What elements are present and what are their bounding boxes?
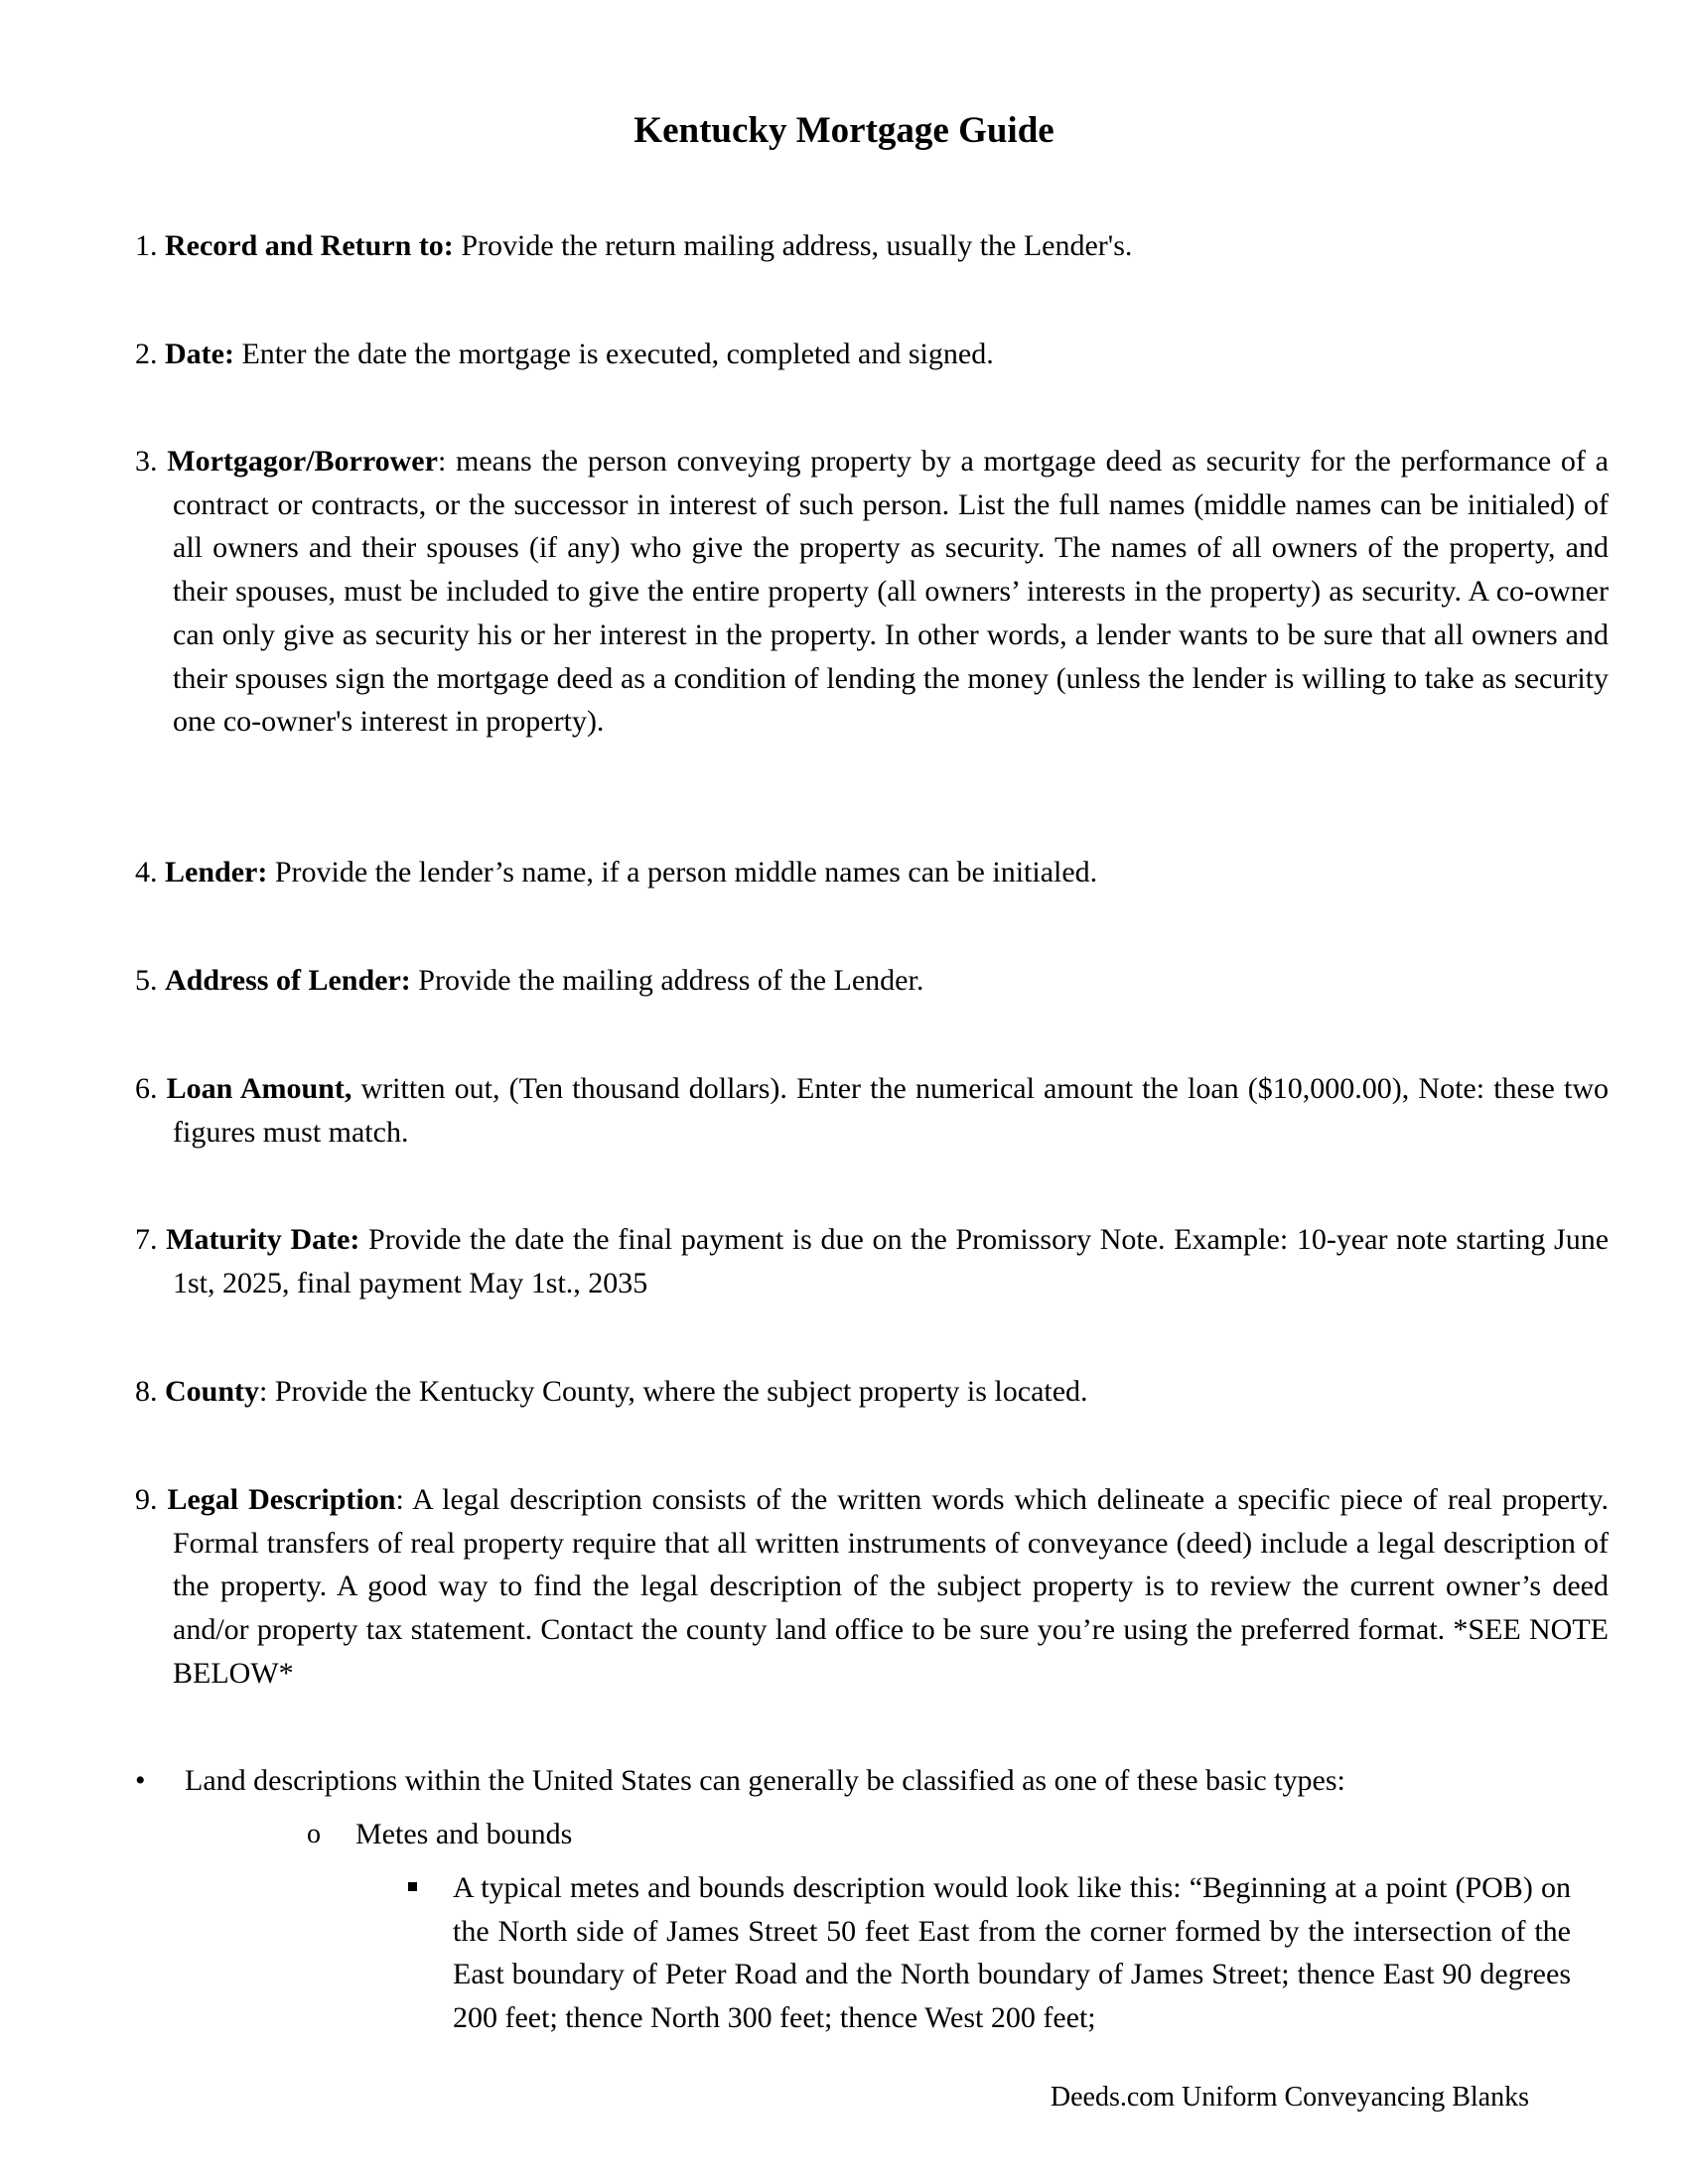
item-number: 9. — [135, 1483, 158, 1516]
item-text: : Provide the Kentucky County, where the subject property is located. — [259, 1375, 1088, 1408]
item-text: Provide the mailing address of the Lender. — [410, 964, 924, 997]
item-label: Record and Return to: — [165, 229, 454, 262]
item-label: County — [165, 1375, 260, 1408]
item-label: Date: — [165, 338, 234, 370]
guide-item-legal-description — [135, 1478, 1609, 1696]
item-label: Mortgagor/Borrower — [167, 445, 438, 478]
item-text: : means the person conveying property by a mortgage deed as security for the performance of a contract or contracts, or the successor in interest of such person. List the full names (middle names can be initialed) of all owners and their spouses (if any) who give the property as security. The names of all owners of the property, and their spouses, must be included to give the entire property (all owners’ interests in the property) as security. A co-owner can only give as security his or her interest in the property. In other words, a lender wants to be sure that all owners and their spouses sign the mortgage deed as a condition of lending the money (unless the lender is willing to take as security one co-owner's interest in property). — [173, 445, 1609, 739]
guide-item-lender — [135, 851, 1609, 894]
guide-item-loan-amount — [135, 1067, 1609, 1154]
item-number: 3. — [135, 445, 158, 478]
item-number: 7. — [135, 1223, 158, 1256]
item-text: Enter the date the mortgage is executed, completed and signed. — [233, 338, 994, 370]
page-title: Kentucky Mortgage Guide — [633, 110, 1055, 151]
bullet-circle-icon: o — [307, 1819, 321, 1849]
page-footer: Deeds.com Uniform Conveyancing Blanks — [1050, 2082, 1529, 2113]
item-text: Provide the date the final payment is due on the Promissory Note. Example: 10-year note starting June 1st, 2025, final payment May 1st., 2035 — [173, 1223, 1610, 1299]
item-number: 4. — [135, 856, 158, 888]
bullet-dot-icon: • — [135, 1764, 146, 1797]
bullet-metes-and-bounds: Metes and bounds — [355, 1818, 573, 1850]
item-label: Maturity Date: — [166, 1223, 360, 1256]
bullet-metes-example: A typical metes and bounds description would look like this: “Beginning at a point (POB) on the North side of James Street 50 feet East from the corner formed by the intersection of the East boundary of Peter Road and the North boundary of James Street; thence East 90 degrees 200 feet; thence North 300 feet; thence West 200 feet; — [453, 1871, 1571, 2035]
guide-item-county — [135, 1370, 1609, 1414]
bullet-square-icon — [408, 1882, 417, 1891]
guide-item-mortgagor — [135, 440, 1609, 744]
item-text: written out, (Ten thousand dollars). Enter the numerical amount the loan ($10,000.00), Note: these two figures must match. — [173, 1072, 1609, 1149]
guide-item-maturity-date — [135, 1218, 1609, 1304]
guide-item-date — [135, 333, 1609, 376]
item-text: Provide the return mailing address, usually the Lender's. — [453, 229, 1133, 262]
item-label: Loan Amount, — [166, 1072, 352, 1105]
item-text: Provide the lender’s name, if a person middle names can be initialed. — [267, 856, 1098, 888]
item-number: 2. — [135, 338, 158, 370]
item-number: 6. — [135, 1072, 158, 1105]
item-number: 8. — [135, 1375, 158, 1408]
item-label: Address of Lender: — [165, 964, 411, 997]
item-label: Lender: — [165, 856, 268, 888]
bullet-land-descriptions: Land descriptions within the United States can generally be classified as one of these basic types: — [185, 1764, 1345, 1797]
item-number: 1. — [135, 229, 158, 262]
guide-item-record-and-return — [135, 224, 1609, 268]
item-number: 5. — [135, 964, 158, 997]
guide-item-address-of-lender — [135, 959, 1609, 1003]
item-label: Legal Description — [167, 1483, 396, 1516]
item-text: : A legal description consists of the written words which delineate a specific piece of real property. Formal transfers of real property require that all written instruments of conveyance (deed) include a legal description of the property. A good way to find the legal description of the subject property is to review the current owner’s deed and/or property tax statement. Contact the county land office to be sure you’re using the preferred format. *SEE NOTE BELOW* — [173, 1483, 1609, 1690]
